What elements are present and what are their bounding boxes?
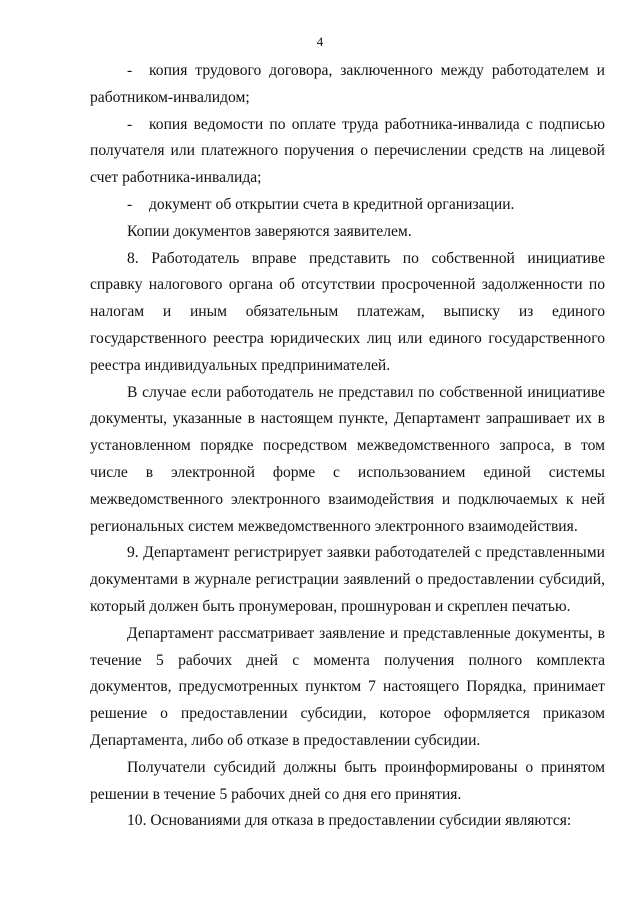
list-item-text: документ об открытии счета в кредитной организации.: [149, 195, 515, 213]
list-dash: -: [127, 62, 133, 79]
paragraph-clause-8: 8. Работодатель вправе представить по собственной инициативе справку налогового органа об отсутствии просроченной задолженности по налогам и иным обязательным платежам, выписку из единого государственного реестра юридических лиц или единого государственного реестра индивидуальных предпринимателей.: [90, 249, 605, 374]
list-item-bank-account-document: [90, 192, 605, 219]
page-number: 4: [316, 34, 324, 49]
paragraph-clause-10: 10. Основаниями для отказа в предоставлении субсидии являются:: [127, 812, 572, 830]
paragraph-review-decision: Департамент рассматривает заявление и представленные документы, в течение 5 рабочих дней с момента получения полного комплекта документов, предусмотренных пунктом 7 настоящего Порядка, принимает решение о предоставлении субсидии, которое оформляется приказом Департамента, либо об отказе в предоставлении субсидии.: [90, 624, 605, 749]
list-item-text: копия ведомости по оплате труда работника-инвалида с подписью получателя или платежного поручения о перечислении средств на лицевой счет работника-инвалида;: [90, 115, 605, 187]
document-body: [90, 58, 605, 835]
paragraph-interagency-request: В случае если работодатель не представил по собственной инициативе документы, указанные в настоящем пункте, Департамент запрашивает их в установленном порядке посредством межведомственного запроса, в том числе в электронной форме с использованием единой системы межведомственного электронного взаимодействия и подключаемых к ней региональных систем межведомственного электронного взаимодействия.: [90, 383, 605, 535]
paragraph-clause-9: 9. Департамент регистрирует заявки работодателей с представленными документами в журнале регистрации заявлений о предоставлении субсидий, который должен быть пронумерован, прошнурован и скреплен печатью.: [90, 544, 605, 615]
list-item-text: копия трудового договора, заключенного между работодателем и работником-инвалидом;: [90, 62, 605, 106]
list-item-employment-contract: [90, 58, 605, 112]
list-item-payroll-statement: [90, 112, 605, 192]
list-dash: -: [127, 115, 133, 133]
paragraph-copies-certification: Копии документов заверяются заявителем.: [127, 222, 412, 240]
paragraph-notification: Получатели субсидий должны быть проинформированы о принятом решении в течение 5 рабочих дней со дня его принятия.: [90, 758, 605, 803]
list-dash: -: [127, 195, 133, 213]
